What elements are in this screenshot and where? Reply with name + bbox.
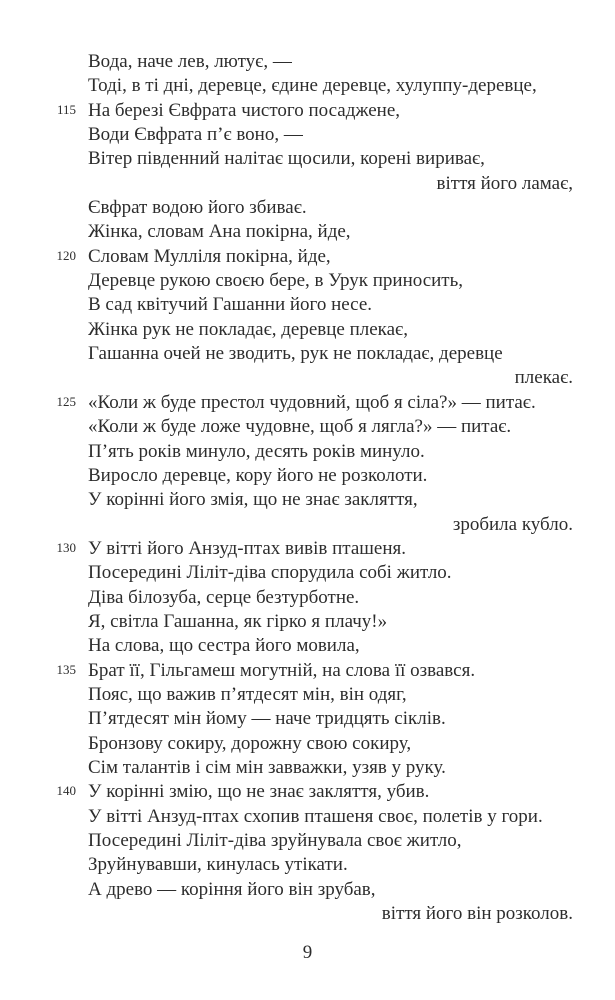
verse-line [88,440,573,464]
verse-text: зробила кубло. [452,513,573,535]
verse-line [88,318,573,342]
verse-text: плекає. [514,367,573,389]
verse-line [88,829,573,853]
verse-line [88,488,573,512]
verse-text: На слова, що сестра його мовила, [88,635,360,657]
verse-line [88,172,573,196]
verse-number: 120 [56,247,76,263]
verse-line [88,610,573,634]
verse-text: В сад квітучий Гашанни його несе. [88,294,373,316]
poem-text [56,50,573,926]
verse-line [88,123,573,147]
verse-line [56,659,573,683]
verse-line [88,342,573,366]
verse-line [88,74,573,98]
verse-line [88,513,573,537]
verse-text: Вітер південний налітає щосили, корені вириває, [88,148,485,170]
verse-text: Жінка рук не покладає, деревце плекає, [88,318,408,340]
verse-line [88,464,573,488]
verse-text: Євфрат водою його збиває. [88,197,307,219]
verse-line [88,269,573,293]
verse-text: Бронзову сокиру, дорожну свою сокиру, [88,732,412,754]
verse-text: На березі Євфрата чистого посаджене, [88,99,401,121]
verse-text: П’ятдесят мін йому — наче тридцять сіклів. [88,708,446,730]
verse-text: Деревце рукою своєю бере, в Урук приносить, [88,270,464,292]
verse-line [88,853,573,877]
verse-text: Діва білозуба, серце безтурботне. [88,586,360,608]
page-number: 9 [302,942,313,963]
verse-text: «Коли ж буде престол чудовний, щоб я сіла?» — питає. [88,391,536,413]
verse-text: П’ять років минуло, десять років минуло. [88,440,425,462]
verse-text: Тоді, в ті дні, деревце, єдине деревце, хулуппу-деревце, [88,75,537,97]
verse-line [88,683,573,707]
verse-line [56,537,573,561]
verse-text: віття його ламає, [436,172,573,194]
verse-text: У вітті Анзуд-птах схопив пташеня своє, полетів у гори. [88,805,543,827]
verse-line [88,293,573,317]
verse-line [88,902,573,926]
verse-line [56,780,573,804]
verse-text: Виросло деревце, кору його не розколоти. [88,464,428,486]
verse-text: Я, світла Гашанна, як гірко я плачу!» [88,610,388,632]
verse-number: 115 [56,101,76,117]
verse-text: «Коли ж буде ложе чудовне, щоб я лягла?» — питає. [88,416,512,438]
verse-line [56,245,573,269]
verse-text: Води Євфрата п’є воно, — [88,124,303,146]
verse-line [88,756,573,780]
verse-text: У вітті його Анзуд-птах вивів пташеня. [88,537,406,559]
verse-number: 125 [56,393,76,409]
verse-line [88,805,573,829]
verse-line [88,366,573,390]
verse-line [88,586,573,610]
verse-text: віття його він розколов. [381,903,573,925]
verse-line [88,878,573,902]
verse-text: У корінні змію, що не знає закляття, убив. [88,781,430,803]
verse-text: Посередині Ліліт-діва спорудила собі житло. [88,562,452,584]
verse-line [88,561,573,585]
verse-number: 140 [56,783,76,799]
verse-text: Брат її, Гільгамеш могутній, на слова її озвався. [88,659,476,681]
verse-text: Зруйнувавши, кинулась утікати. [88,854,348,876]
verse-line [88,707,573,731]
verse-text: Сім талантів і сім мін завважки, узяв у руку. [88,756,446,778]
verse-text: У корінні його змія, що не знає закляття, [88,489,418,511]
verse-line [88,147,573,171]
verse-line [88,732,573,756]
verse-number: 135 [56,661,76,677]
verse-line [88,634,573,658]
verse-line [88,50,573,74]
verse-text: Посередині Ліліт-діва зруйнувала своє житло, [88,830,462,851]
verse-text: А древо — коріння його він зрубав, [88,878,376,900]
verse-text: Гашанна очей не зводить, рук не покладає, деревце [88,343,503,365]
verse-line [88,196,573,220]
verse-text: Жінка, словам Ана покірна, йде, [88,221,351,243]
verse-text: Пояс, що важив п’ятдесят мін, він одяг, [88,683,407,705]
verse-line [88,220,573,244]
verse-line [56,99,573,123]
verse-line [56,391,573,415]
verse-number: 130 [56,539,76,555]
verse-text: Словам Мулліля покірна, йде, [88,245,331,267]
verse-line [88,415,573,439]
verse-text: Вода, наче лев, лютує, — [88,51,292,72]
